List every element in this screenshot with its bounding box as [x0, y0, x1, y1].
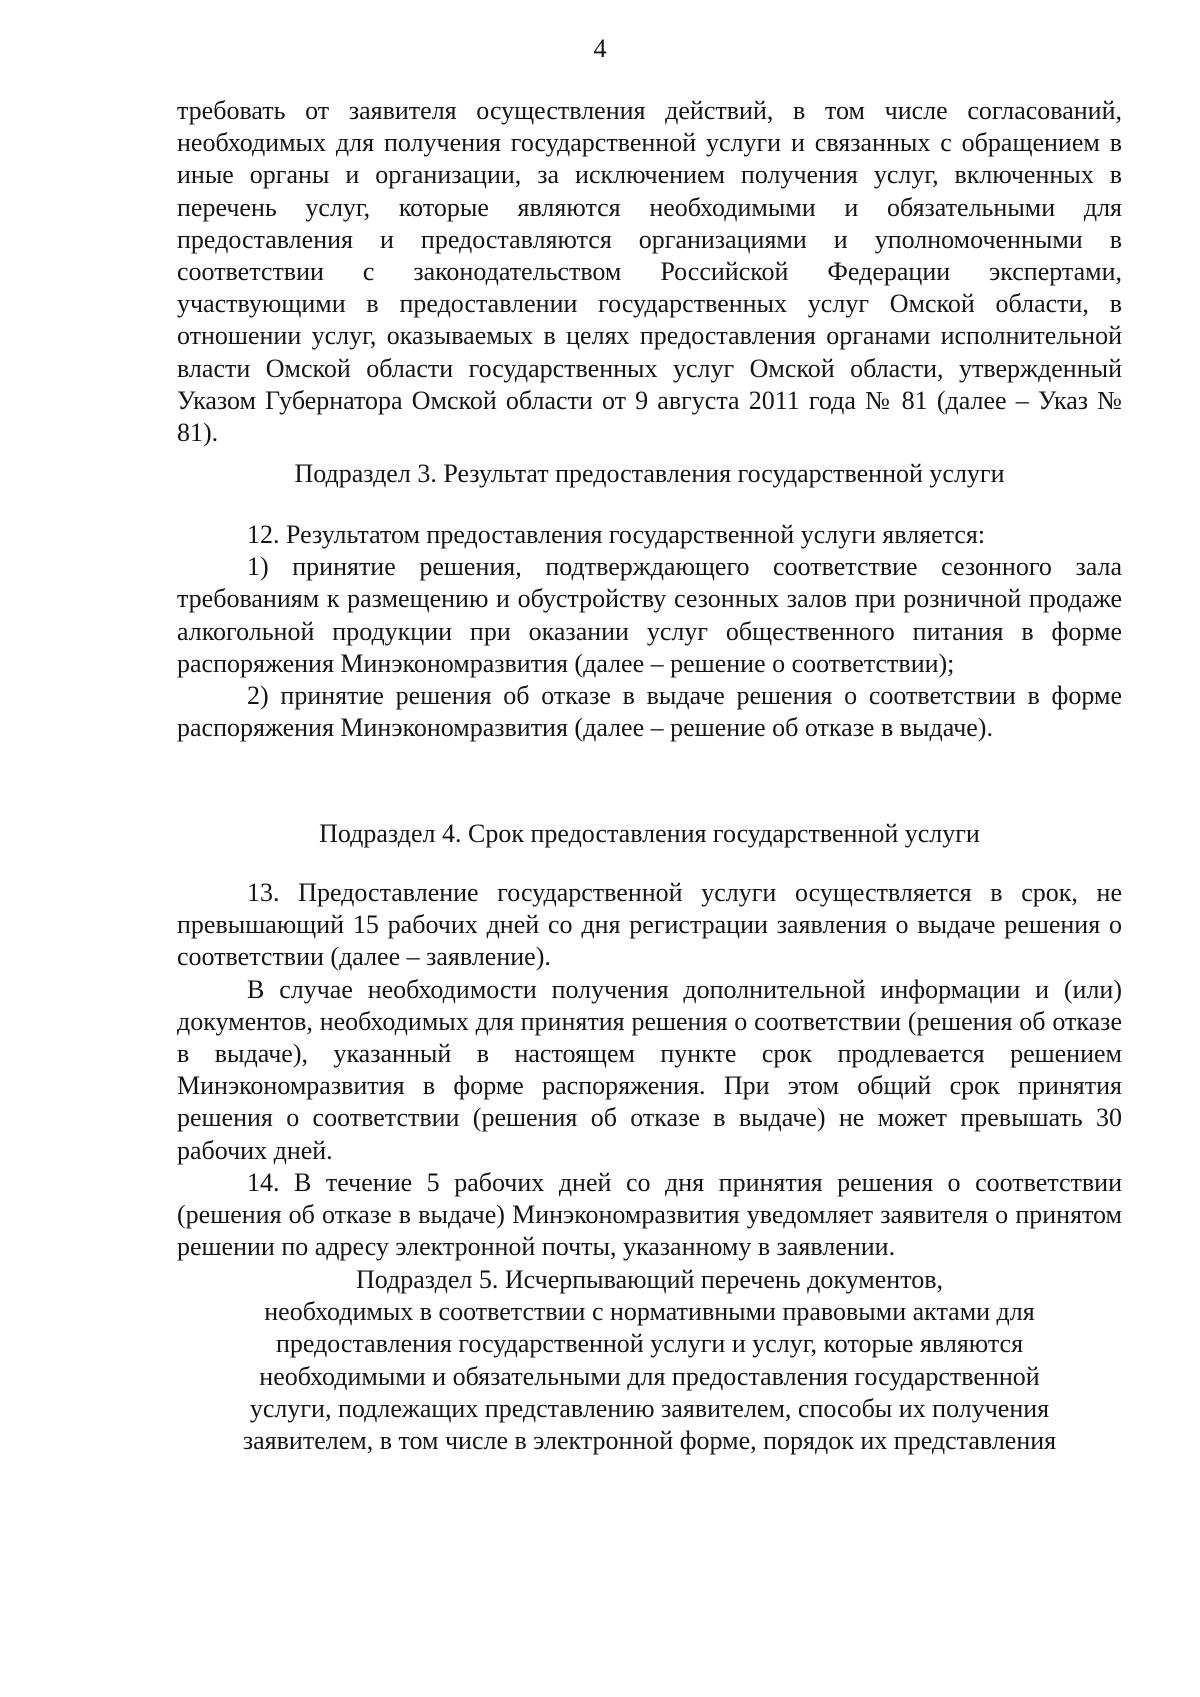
page-number: 4: [593, 34, 607, 63]
subsection-5-heading-line: предоставления государственной услуги и услуг, которые являются: [275, 1329, 1024, 1359]
paragraph-12-item-2: 2) принятие решения об отказе в выдаче решения о соответствии в форме распоряжения Минэкономразвития (далее – решение об отказе в выдаче).: [177, 681, 1122, 743]
subsection-5-heading-line: Подраздел 5. Исчерпывающий перечень документов,: [356, 1265, 943, 1294]
continuation-block: [177, 95, 1122, 449]
subsection-5-heading-line: заявителем, в том числе в электронной форме, порядок их представления: [242, 1426, 1057, 1456]
continuation-paragraph: требовать от заявителя осуществления действий, в том числе согласований, необходимых для получения государственной услуги и связанных с обращением в иные органы и организации, за исключением получения услуг, включенных в перечень услуг, которые являются необходимыми и обязательными для предоставления и предоставляются организациями и уполномоченными в соответствии с законодательством Российской Федерации экспертами, участвующими в предоставлении государственных услуг Омской области, в отношении услуг, оказываемых в целях предоставления органами исполнительной власти Омской области государственных услуг Омской области, утвержденный Указом Губернатора Омской области от 9 августа 2011 года № 81 (далее – Указ № 81).: [177, 96, 1122, 448]
subsection-5-heading-line: необходимых в соответствии с нормативными правовыми актами для: [264, 1297, 1035, 1327]
subsection-5-heading: [177, 1264, 1122, 1457]
subsection-3-heading: Подраздел 3. Результат предоставления государственной услуги: [294, 459, 1005, 488]
paragraph-14: 14. В течение 5 рабочих дней со дня принятия решения о соответствии (решения об отказе в выдаче) Минэкономразвития уведомляет заявителя о принятом решении по адресу электронной почты, указанному в заявлении.: [177, 1167, 1122, 1262]
paragraph-13: 13. Предоставление государственной услуги осуществляется в срок, не превышающий 15 рабочих дней со дня регистрации заявления о выдаче решения о соответствии (далее – заявление).: [177, 878, 1122, 972]
subsection-4-heading: Подраздел 4. Срок предоставления государственной услуги: [319, 819, 980, 848]
paragraph-12-item-1: 1) принятие решения, подтверждающего соответствие сезонного зала требованиям к размещению и обустройству сезонных залов при розничной продаже алкогольной продукции при оказании услуг общественного питания в форме распоряжения Минэкономразвития (далее – решение о соответствии);: [177, 552, 1122, 678]
subsection-5-heading-line: услуги, подлежащих представлению заявителем, способы их получения: [249, 1393, 1050, 1423]
subsection-5-heading-line: необходимыми и обязательными для предоставления государственной: [259, 1361, 1040, 1391]
paragraph-13-extension: В случае необходимости получения дополнительной информации и (или) документов, необходимых для принятия решения о соответствии (решения об отказе в выдаче), указанный в настоящем пункте срок продлевается решением Минэкономразвития в форме распоряжения. При этом общий срок принятия решения о соответствии (решения об отказе в выдаче) не может превышать 30 рабочих дней.: [177, 974, 1122, 1165]
paragraph-12: 12. Результатом предоставления государственной услуги является:: [247, 520, 986, 549]
subsection-4-body: [177, 877, 1122, 1263]
subsection-3-body: [177, 519, 1122, 744]
